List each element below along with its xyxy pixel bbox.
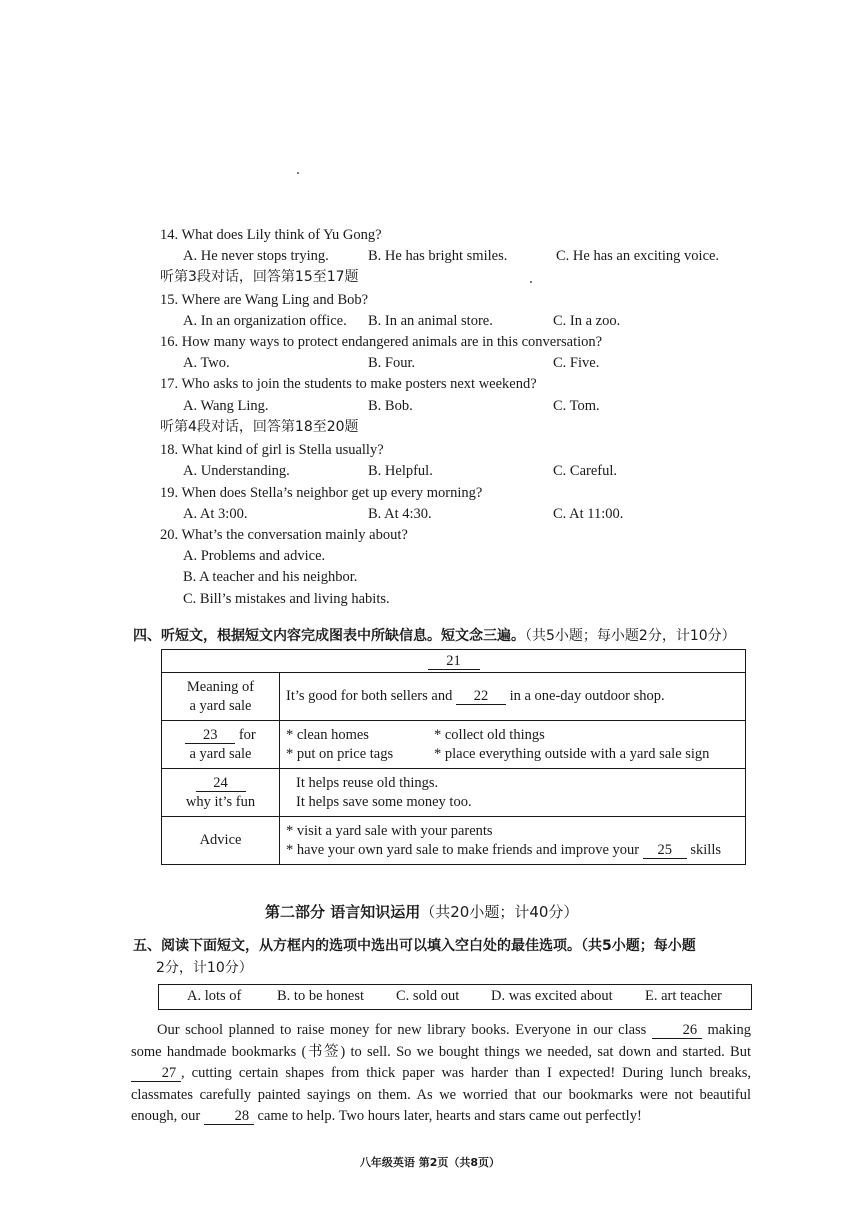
fun-reason-1: It helps reuse old things. <box>296 774 439 791</box>
step-collect-things: * collect old things <box>434 726 545 743</box>
q16-option-c: C. Five. <box>553 355 600 371</box>
option-b: B. to be honest <box>277 988 364 1004</box>
advice-2-pre: * have your own yard sale to make friends and improve your <box>286 841 640 858</box>
steps-content-cell <box>280 721 746 769</box>
section-4-heading <box>133 625 736 645</box>
passage-sentence-4: came to help. Two hours later, hearts and stars came out perfectly! <box>257 1108 642 1124</box>
option-e: E. art teacher <box>645 988 722 1004</box>
q17-option-a: A. Wang Ling. <box>183 398 269 414</box>
q14-option-c: C. He has an exciting voice. <box>556 248 720 264</box>
question-15: 15. Where are Wang Ling and Bob? <box>160 292 369 308</box>
cloze-passage <box>131 1020 751 1128</box>
passage-sentence-3: , cutting certain shapes from thick paper was harder than I expected! During lunch breaks, classmates carefully painted sayings on them. As we worried that our bookmarks were not beautiful enough, our <box>131 1065 751 1124</box>
q15-option-c: C. In a zoo. <box>553 313 621 329</box>
q18-option-c: C. Careful. <box>553 463 618 479</box>
q15-option-b: B. In an animal store. <box>368 313 493 329</box>
fun-label-line2: why it’s fun <box>185 793 256 810</box>
q20-option-b: B. A teacher and his neighbor. <box>183 569 358 585</box>
blank-23[interactable]: 23 <box>185 728 235 744</box>
meaning-label-line2: a yard sale <box>189 697 252 714</box>
scan-speck <box>530 281 532 283</box>
meaning-label-line1: Meaning of <box>186 678 255 695</box>
q18-option-a: A. Understanding. <box>183 463 290 479</box>
q20-option-a: A. Problems and advice. <box>183 548 326 564</box>
q19-option-a: A. At 3:00. <box>183 506 248 522</box>
option-d: D. was excited about <box>491 988 613 1004</box>
q20-option-c: C. Bill’s mistakes and living habits. <box>183 591 390 607</box>
advice-1: * visit a yard sale with your parents <box>286 822 493 839</box>
listening-heading-4: 听第4段对话，回答第18至20题 <box>160 419 359 435</box>
fun-content-cell <box>280 769 746 817</box>
advice-label-cell: Advice <box>162 817 280 865</box>
page-footer: 八年级英语 第2页（共8页） <box>359 1156 501 1169</box>
listening-heading-3: 听第3段对话，回答第15至17题 <box>160 269 359 285</box>
option-c: C. sold out <box>396 988 460 1004</box>
table-title-cell <box>162 650 746 673</box>
passage-sentence-1: Our school planned to raise money for new library books. Everyone in our class <box>157 1022 647 1038</box>
yard-sale-table <box>161 649 746 865</box>
blank-24[interactable]: 24 <box>196 776 246 792</box>
scan-speck <box>297 172 299 174</box>
q17-option-c: C. Tom. <box>553 398 600 414</box>
question-17: 17. Who asks to join the students to make posters next weekend? <box>160 376 537 392</box>
step-place-outside: * place everything outside with a yard sale sign <box>434 745 710 762</box>
q19-option-b: B. At 4:30. <box>368 506 432 522</box>
meaning-text-pre: It’s good for both sellers and <box>286 688 453 704</box>
step-price-tags: * put on price tags <box>286 745 394 762</box>
blank-27[interactable]: 27 <box>131 1066 181 1082</box>
question-14: 14. What does Lily think of Yu Gong? <box>160 227 382 243</box>
passage-sentence-2: making some handmade bookmarks (书签) to sell. So we bought things we needed, sat down and started. But <box>131 1022 752 1060</box>
steps-label-cell <box>162 721 280 769</box>
section-4-title: 四、听短文，根据短文内容完成图表中所缺信息。短文念三遍。 <box>133 628 525 644</box>
q16-option-a: A. Two. <box>183 355 230 371</box>
fun-reason-2: It helps save some money too. <box>296 793 472 810</box>
meaning-text-post: in a one-day outdoor shop. <box>509 688 665 704</box>
q14-option-b: B. He has bright smiles. <box>368 248 508 264</box>
section-5-heading-cont: 2分，计10分） <box>156 960 253 976</box>
steps-label-line1 <box>168 726 273 745</box>
blank-25[interactable]: 25 <box>643 843 687 859</box>
word-options-box <box>158 984 752 1010</box>
question-16: 16. How many ways to protect endangered animals are in this conversation? <box>160 334 603 350</box>
q15-option-a: A. In an organization office. <box>183 313 347 329</box>
step-clean-homes: * clean homes <box>286 726 369 743</box>
blank-28[interactable]: 28 <box>204 1109 254 1125</box>
option-a: A. lots of <box>187 988 242 1004</box>
blank-21[interactable]: 21 <box>428 654 480 670</box>
q16-option-b: B. Four. <box>368 355 416 371</box>
steps-label-line2: a yard sale <box>189 745 252 762</box>
question-18: 18. What kind of girl is Stella usually? <box>160 442 384 458</box>
q19-option-c: C. At 11:00. <box>553 506 624 522</box>
meaning-content-cell <box>280 673 746 721</box>
question-19: 19. When does Stella’s neighbor get up every morning? <box>160 485 483 501</box>
section-4-points: （共5小题；每小题2分，计10分） <box>525 628 736 644</box>
fun-label-cell <box>162 769 280 817</box>
q14-option-a: A. He never stops trying. <box>183 248 329 264</box>
part-2-title: 第二部分 语言知识运用 <box>265 903 421 921</box>
meaning-label-cell <box>162 673 280 721</box>
fun-label-line1 <box>168 774 273 793</box>
q17-option-b: B. Bob. <box>368 398 413 414</box>
blank-22[interactable]: 22 <box>456 689 506 705</box>
q18-option-b: B. Helpful. <box>368 463 433 479</box>
question-20: 20. What’s the conversation mainly about? <box>160 527 408 543</box>
advice-2-post: skills <box>690 841 722 858</box>
blank-26[interactable]: 26 <box>652 1023 702 1039</box>
part-2-heading <box>265 901 578 922</box>
part-2-points: （共20小题；计40分） <box>420 903 579 921</box>
advice-content-cell <box>280 817 746 865</box>
section-5-heading: 五、阅读下面短文，从方框内的选项中选出可以填入空白处的最佳选项。（共5小题；每小题 <box>133 938 696 954</box>
steps-label-for: for <box>238 726 256 743</box>
advice-2 <box>286 841 739 860</box>
